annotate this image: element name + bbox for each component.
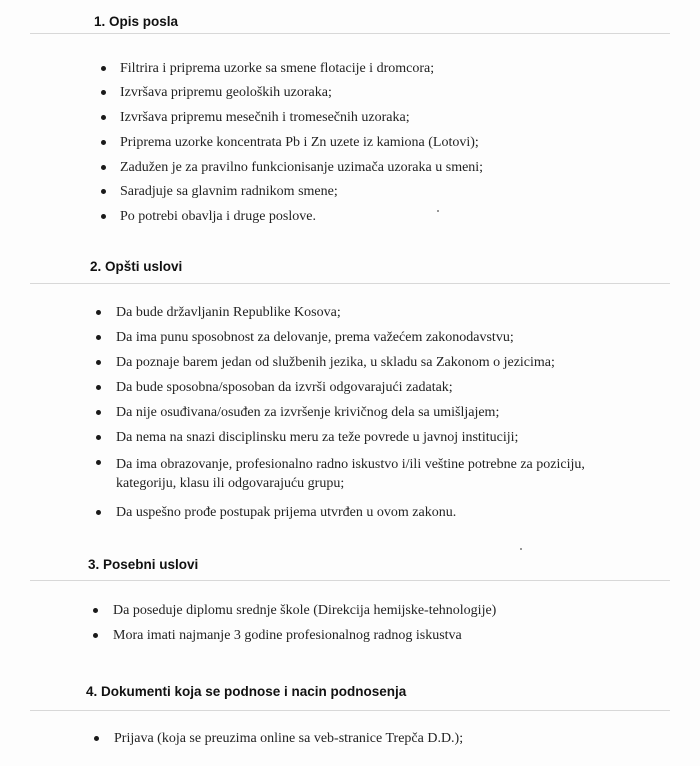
scan-line [30,283,670,284]
list-item: Da nema na snazi disciplinsku meru za teže povrede u javnoj instituciji; [116,430,519,445]
list-item: Filtrira i priprema uzorke sa smene flotacije i dromcora; [120,61,435,76]
bullet-icon [96,510,101,515]
scan-line [30,710,670,711]
list-item: Da bude sposobna/sposoban da izvrši odgovarajući zadatak; [116,380,453,395]
list-item: Da ima punu sposobnost za delovanje, prema važećem zakonodavstvu; [116,330,514,345]
list-item: Izvršava pripremu geoloških uzoraka; [120,85,332,100]
bullet-icon [96,385,101,390]
bullet-icon [101,90,106,95]
bullet-icon [96,410,101,415]
bullet-icon [101,66,106,71]
section-title-posebni-uslovi: 3. Posebni uslovi [88,557,199,572]
scan-speck [437,210,439,212]
list-item: Po potrebi obavlja i druge poslove. [120,209,316,224]
bullet-icon [96,335,101,340]
section-title-opis-posla: 1. Opis posla [94,14,179,29]
bullet-icon [101,165,106,170]
list-item: Da ima obrazovanje, profesionalno radno iskustvo i/ili veštine potrebne za poziciju, kategoriju, klasu ili odgovarajuću grupu; [116,457,585,491]
list-item: Da poznaje barem jedan od službenih jezika, u skladu sa Zakonom o jezicima; [116,355,555,370]
bullet-icon [96,310,101,315]
bullet-icon [101,214,106,219]
bullet-icon [96,435,101,440]
list-item: Da uspešno prođe postupak prijema utvrđen u ovom zakonu. [116,505,457,520]
bullet-icon [101,189,106,194]
list-item: Saradjuje sa glavnim radnikom smene; [120,184,338,199]
scan-line [30,580,670,581]
section-title-dokumenti: 4. Dokumenti koja se podnose i nacin podnosenja [86,684,407,699]
list-item: Zadužen je za pravilno funkcionisanje uzimača uzoraka u smeni; [120,160,484,175]
list-item: Prijava (koja se preuzima online sa veb-stranice Trepča D.D.); [114,731,464,746]
bullet-icon [101,140,106,145]
list-item: Mora imati najmanje 3 godine profesionalnog radnog iskustva [113,628,462,643]
bullet-icon [101,115,106,120]
bullet-icon [96,360,101,365]
list-item: Da bude državljanin Republike Kosova; [116,305,341,320]
list-item: Priprema uzorke koncentrata Pb i Zn uzete iz kamiona (Lotovi); [120,135,479,150]
bullet-icon [93,633,98,638]
bullet-icon [94,736,99,741]
scan-line [30,33,670,34]
scan-speck [520,548,522,550]
list-item: Da nije osuđivana/osuđen za izvršenje krivičnog dela sa umišljajem; [116,405,500,420]
section-title-opsti-uslovi: 2. Opšti uslovi [90,259,183,274]
bullet-icon [93,608,98,613]
bullet-icon [96,460,101,465]
list-item: Da poseduje diplomu srednje škole (Direkcija hemijske-tehnologije) [113,603,497,618]
list-item: Izvršava pripremu mesečnih i tromesečnih uzoraka; [120,110,410,125]
